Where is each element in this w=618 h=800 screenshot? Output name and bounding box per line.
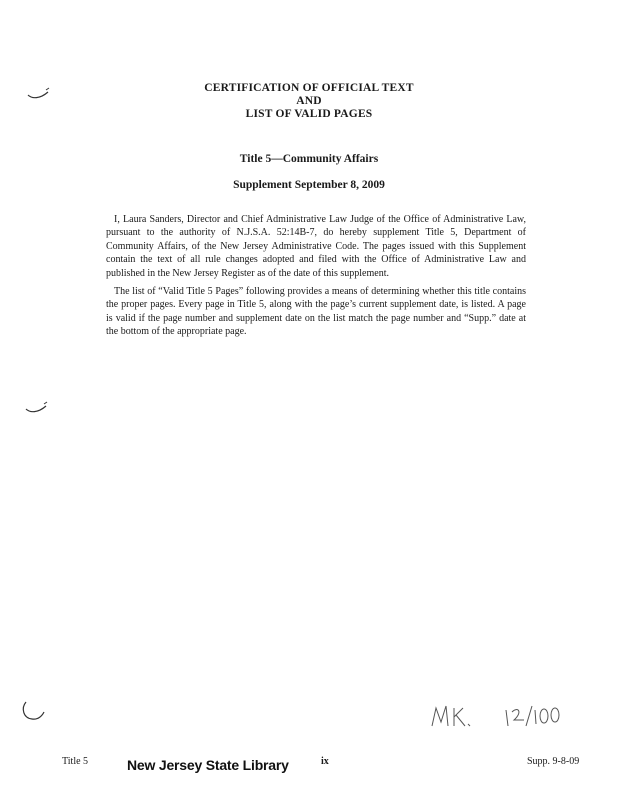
punch-hole-mark-bottom [20,700,48,724]
footer-title-label: Title 5 [62,756,89,767]
punch-hole-mark-middle [24,400,50,416]
certification-paragraph: I, Laura Sanders, Director and Chief Administrative Law Judge of the Office of Administrative Law, pursuant to the authority of N.J.S.A. 52:14B-7, do hereby supplement Title 5, Department of Community Affairs, of the New Jersey Administrative Code. The pages issued with this Supplement contain the text of all rule changes adopted and filed with the Office of Administrative Law and published in the New Jersey Register as of the date of this supplement. [106,214,526,279]
heading-line-2: AND [296,95,322,107]
footer-supplement-date: Supp. 9-8-09 [527,756,580,767]
page-number: ix [321,756,329,767]
library-stamp: New Jersey State Library [127,757,289,773]
title-subject: Title 5—Community Affairs [239,153,379,165]
heading-line-3: LIST OF VALID PAGES [245,108,373,120]
valid-pages-paragraph: The list of “Valid Title 5 Pages” following provides a means of determining whether this title contains the proper pages. Every page in Title 5, along with the page’s current supplement date, is listed. A page is valid if the page number and supplement date on the list match the page number and “Supp.” date at the bottom of the appropriate page. [106,286,526,338]
certification-heading [0,82,618,121]
supplement-date: Supplement September 8, 2009 [233,179,385,191]
handwritten-initials [428,700,568,734]
heading-line-1: CERTIFICATION OF OFFICIAL TEXT [204,82,414,94]
